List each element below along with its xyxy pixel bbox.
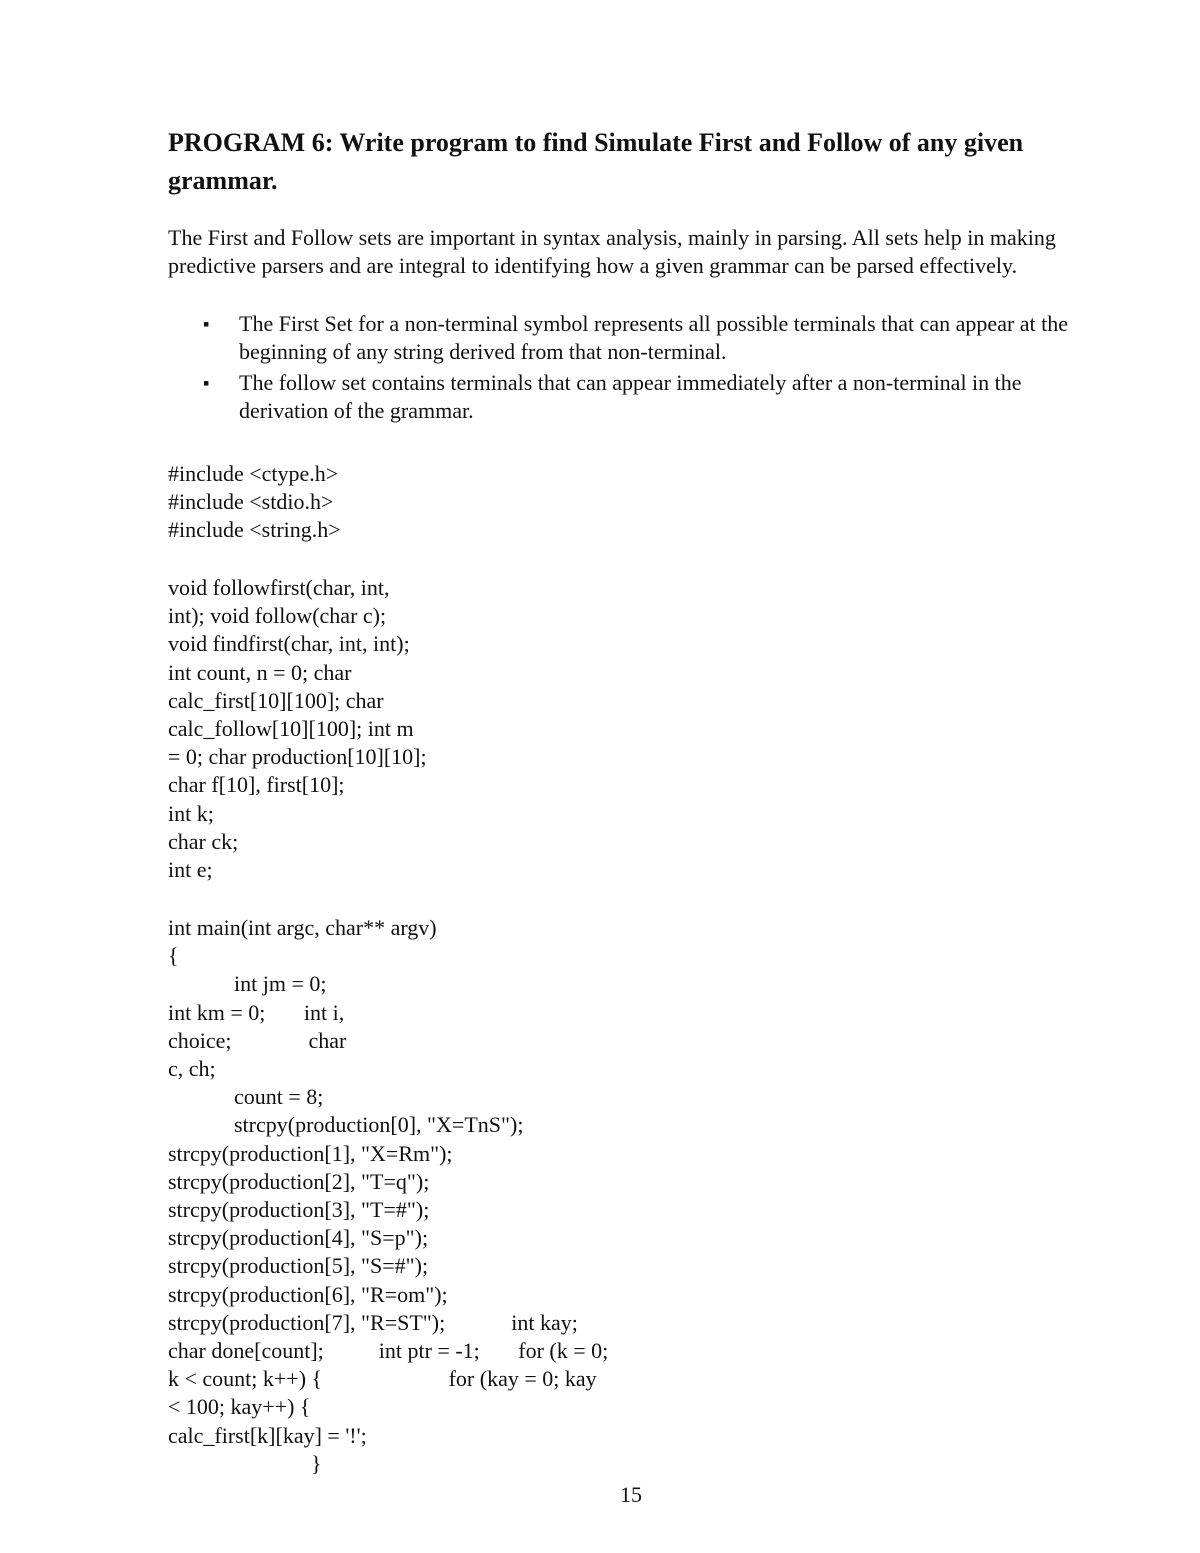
page-number: 15 — [620, 1482, 642, 1507]
code-declarations: void followfirst(char, int, int); void follow(char c); void findfirst(char, int, int); int count, n = 0; char calc_first[10][100]; char calc_follow[10][100]; int m = 0; char production[10][10]; char f[10], first[10]; int k; char ck; int e; — [168, 575, 427, 883]
intro-paragraph: The First and Follow sets are important in syntax analysis, mainly in parsing. All sets help in making predictive parsers and are integral to identifying how a given grammar can be parsed effectively. — [168, 225, 1056, 278]
bullet-marker: ▪ — [203, 314, 210, 334]
code-includes: #include <ctype.h> #include <stdio.h> #include <string.h> — [168, 461, 341, 543]
bullet-follow-set: The follow set contains terminals that can appear immediately after a non-terminal in the derivation of the grammar. — [239, 370, 1022, 423]
program-heading: PROGRAM 6: Write program to find Simulate First and Follow of any given grammar. — [168, 128, 1024, 195]
bullet-first-set: The First Set for a non-terminal symbol represents all possible terminals that can appear at the beginning of any string derived from that non-terminal. — [239, 311, 1069, 364]
code-main-function: int main(int argc, char** argv) { int jm = 0; int km = 0; int i, choice; char c, ch; count = 8; strcpy(production[0], "X=TnS"); strcpy(production[1], "X=Rm"); strcpy(production[2], "T=q"); strcpy(production[3], "T=#"); strcpy(production[4], "S=p"); strcpy(production[5], "S=#"); strcpy(production[6], "R=om"); strcpy(production[7], "R=ST"); int kay; char done[count]; int ptr = -1; for (k = 0; k < count; k++) { for (kay = 0; kay < 100; kay++) { calc_first[k][kay] = '!'; } — [168, 915, 609, 1476]
bullet-marker: ▪ — [203, 373, 210, 393]
